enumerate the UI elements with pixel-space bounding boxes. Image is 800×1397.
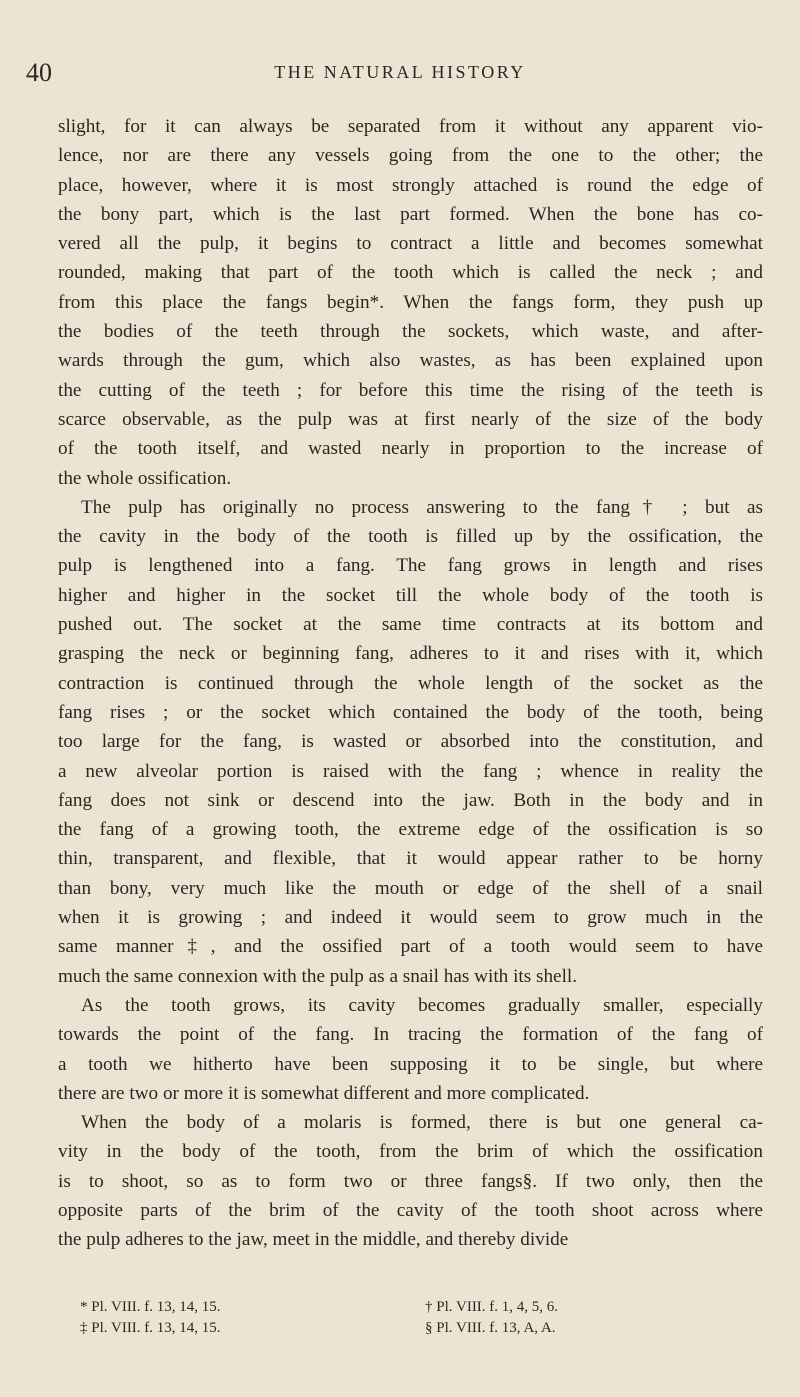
text-line: of the tooth itself, and wasted nearly in proportion to the increase of <box>58 438 763 460</box>
body-text <box>58 112 763 1255</box>
text-line: too large for the fang, is wasted or absorbed into the constitution, and <box>58 731 763 753</box>
text-line: opposite parts of the brim of the cavity of the tooth shoot across where <box>58 1199 763 1221</box>
text-line: As the tooth grows, its cavity becomes gradually smaller, especially <box>81 994 763 1016</box>
text-line: place, however, where it is most strongly attached is round the edge of <box>58 174 763 196</box>
text-line: the bodies of the teeth through the sockets, which waste, and after- <box>58 321 763 343</box>
text-line: pushed out. The socket at the same time contracts at its bottom and <box>58 614 763 636</box>
text-line: the whole ossification. <box>58 467 232 489</box>
text-line: when it is growing ; and indeed it would seem to grow much in the <box>58 907 763 929</box>
text-line: slight, for it can always be separated from it without any apparent vio- <box>58 116 763 137</box>
text-line: from this place the fangs begin*. When the fangs form, they push up <box>58 291 763 313</box>
text-line: thin, transparent, and flexible, that it would appear rather to be horny <box>58 848 763 870</box>
text-line: contraction is continued through the whole length of the socket as the <box>58 672 763 694</box>
text-line: towards the point of the fang. In tracing the formation of the fang of <box>58 1024 763 1046</box>
text-line: the pulp adheres to the jaw, meet in the middle, and thereby divide <box>58 1229 569 1251</box>
text-line: vered all the pulp, it begins to contract a little and becomes somewhat <box>58 233 763 255</box>
text-line: the cavity in the body of the tooth is filled up by the ossification, the <box>58 526 763 548</box>
text-line: rounded, making that part of the tooth which is called the neck ; and <box>58 262 763 284</box>
text-line: there are two or more it is somewhat different and more complicated. <box>58 1082 590 1104</box>
footnote: ‡ Pl. VIII. f. 13, 14, 15. <box>80 1320 221 1336</box>
footnotes <box>80 1297 770 1339</box>
text-line: fang does not sink or descend into the jaw. Both in the body and in <box>58 789 763 811</box>
text-line: a tooth we hitherto have been supposing it to be single, but where <box>58 1053 763 1075</box>
footnote: § Pl. VIII. f. 13, A, A. <box>425 1320 556 1336</box>
running-title: THE NATURAL HISTORY <box>274 62 526 82</box>
text-line: vity in the body of the tooth, from the brim of which the ossification <box>58 1141 763 1163</box>
page-number: 40 <box>26 58 52 87</box>
footnote: † Pl. VIII. f. 1, 4, 5, 6. <box>425 1299 559 1315</box>
text-line: higher and higher in the socket till the whole body of the tooth is <box>58 584 763 606</box>
text-line: pulp is lengthened into a fang. The fang grows in length and rises <box>58 555 763 577</box>
text-line: than bony, very much like the mouth or edge of the shell of a snail <box>58 877 763 899</box>
text-line: a new alveolar portion is raised with the fang ; whence in reality the <box>58 760 763 782</box>
footnote: * Pl. VIII. f. 13, 14, 15. <box>80 1299 221 1315</box>
text-line: The pulp has originally no process answering to the fang† ; but as <box>81 496 763 518</box>
text-line: grasping the neck or beginning fang, adheres to it and rises with it, which <box>58 643 763 665</box>
text-line: same manner‡, and the ossified part of a tooth would seem to have <box>58 936 763 958</box>
text-line: the bony part, which is the last part formed. When the bone has co- <box>58 203 763 225</box>
text-line: the fang of a growing tooth, the extreme edge of the ossification is so <box>58 819 763 841</box>
text-line: much the same connexion with the pulp as a snail has with its shell. <box>58 965 578 987</box>
text-line: When the body of a molaris is formed, there is but one general ca- <box>81 1112 763 1134</box>
text-line: the cutting of the teeth ; for before this time the rising of the teeth is <box>58 379 763 401</box>
text-line: is to shoot, so as to form two or three fangs§. If two only, then the <box>58 1170 763 1192</box>
text-line: fang rises ; or the socket which contained the body of the tooth, being <box>58 701 763 723</box>
text-line: scarce observable, as the pulp was at first nearly of the size of the body <box>58 408 763 430</box>
text-line: wards through the gum, which also wastes, as has been explained upon <box>58 350 763 372</box>
text-line: lence, nor are there any vessels going from the one to the other; the <box>58 145 763 167</box>
page-header <box>0 58 800 98</box>
